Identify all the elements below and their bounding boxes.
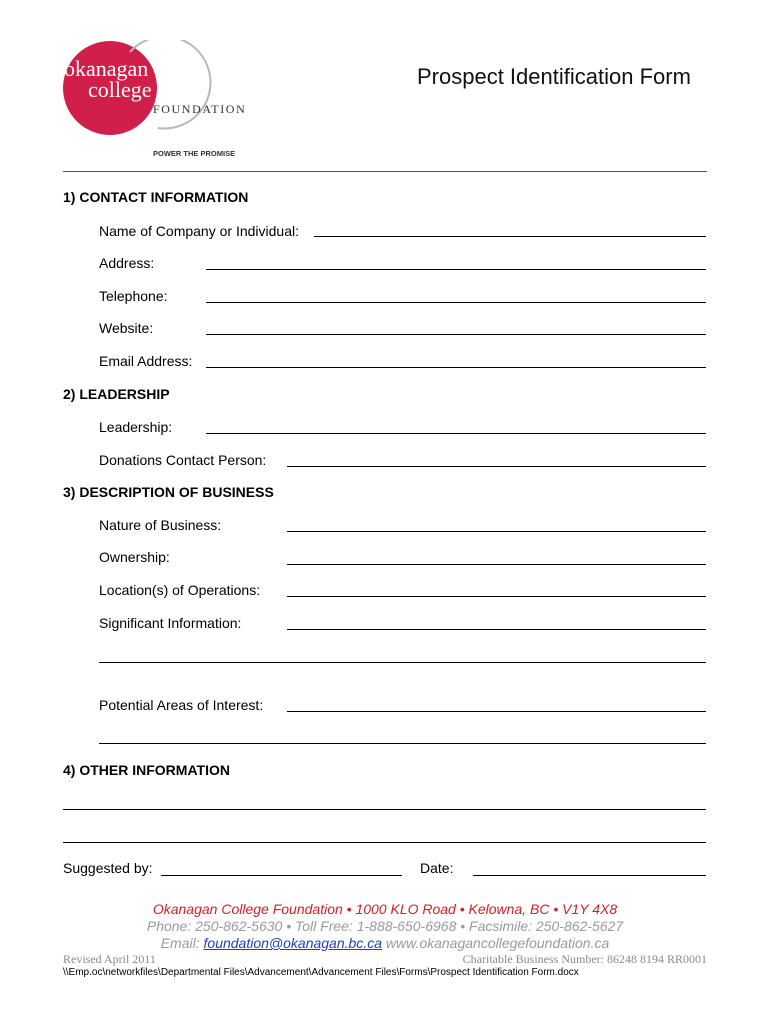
suggested-by-label: Suggested by: bbox=[63, 860, 153, 876]
email-label: Email Address: bbox=[99, 353, 193, 369]
donations-contact-field[interactable] bbox=[287, 466, 706, 467]
areas-of-interest-label: Potential Areas of Interest: bbox=[99, 697, 264, 713]
address-label: Address: bbox=[99, 255, 155, 271]
footer-email-link[interactable]: foundation@okanagan.bc.ca bbox=[203, 935, 382, 951]
header-divider bbox=[63, 171, 707, 172]
file-path: \\Emp.oc\networkfiles\Departmental Files\Advancement\Advancement Files\Forms\Prospect Identification Form.docx bbox=[63, 967, 579, 978]
date-field[interactable] bbox=[473, 875, 706, 876]
significant-info-label: Significant Information: bbox=[99, 615, 242, 631]
form-title: Prospect Identification Form bbox=[417, 64, 691, 89]
areas-of-interest-field-continued[interactable] bbox=[99, 743, 706, 744]
logo-text-college: college bbox=[88, 77, 152, 102]
significant-info-field[interactable] bbox=[287, 629, 706, 630]
company-field[interactable] bbox=[314, 236, 706, 237]
locations-field[interactable] bbox=[287, 596, 706, 597]
email-field[interactable] bbox=[206, 367, 706, 368]
logo-tagline: POWER THE PROMISE bbox=[153, 149, 236, 158]
section-heading-business: 3) DESCRIPTION OF BUSINESS bbox=[63, 484, 274, 500]
footer-address: Okanagan College Foundation • 1000 KLO Road • Kelowna, BC • V1Y 4X8 bbox=[152, 901, 618, 917]
other-info-field-2[interactable] bbox=[63, 842, 706, 843]
telephone-field[interactable] bbox=[206, 302, 706, 303]
section-heading-other: 4) OTHER INFORMATION bbox=[63, 762, 230, 778]
suggested-by-field[interactable] bbox=[161, 875, 402, 876]
company-label: Name of Company or Individual: bbox=[99, 223, 299, 239]
ownership-label: Ownership: bbox=[99, 549, 170, 565]
significant-info-field-continued[interactable] bbox=[99, 662, 706, 663]
nature-of-business-field[interactable] bbox=[287, 531, 706, 532]
logo-text-foundation: FOUNDATION bbox=[153, 102, 247, 116]
date-label: Date: bbox=[420, 860, 454, 876]
other-info-field-1[interactable] bbox=[63, 809, 706, 810]
section-heading-leadership: 2) LEADERSHIP bbox=[63, 386, 170, 402]
donations-contact-label: Donations Contact Person: bbox=[99, 452, 267, 468]
footer-phone: Phone: 250-862-5630 • Toll Free: 1-888-650-6968 • Facsimile: 250-862-5627 bbox=[146, 918, 624, 934]
leadership-field[interactable] bbox=[206, 433, 706, 434]
footer-website[interactable]: www.okanagancollegefoundation.ca bbox=[385, 935, 610, 951]
logo-text-okanagan: okanagan bbox=[64, 56, 149, 81]
nature-of-business-label: Nature of Business: bbox=[99, 517, 222, 533]
footer-contact bbox=[0, 935, 770, 951]
address-field[interactable] bbox=[206, 269, 706, 270]
section-heading-contact: 1) CONTACT INFORMATION bbox=[63, 189, 249, 205]
locations-label: Location(s) of Operations: bbox=[99, 582, 261, 598]
footer-email-label: Email: bbox=[160, 935, 200, 951]
website-field[interactable] bbox=[206, 334, 706, 335]
charitable-number: Charitable Business Number: 86248 8194 RR0001 bbox=[462, 952, 707, 966]
ownership-field[interactable] bbox=[287, 564, 706, 565]
okanagan-college-foundation-logo bbox=[58, 40, 268, 166]
leadership-label: Leadership: bbox=[99, 419, 173, 435]
areas-of-interest-field[interactable] bbox=[287, 711, 706, 712]
revised-date: Revised April 2011 bbox=[63, 952, 156, 966]
telephone-label: Telephone: bbox=[99, 288, 168, 304]
website-label: Website: bbox=[99, 320, 154, 336]
